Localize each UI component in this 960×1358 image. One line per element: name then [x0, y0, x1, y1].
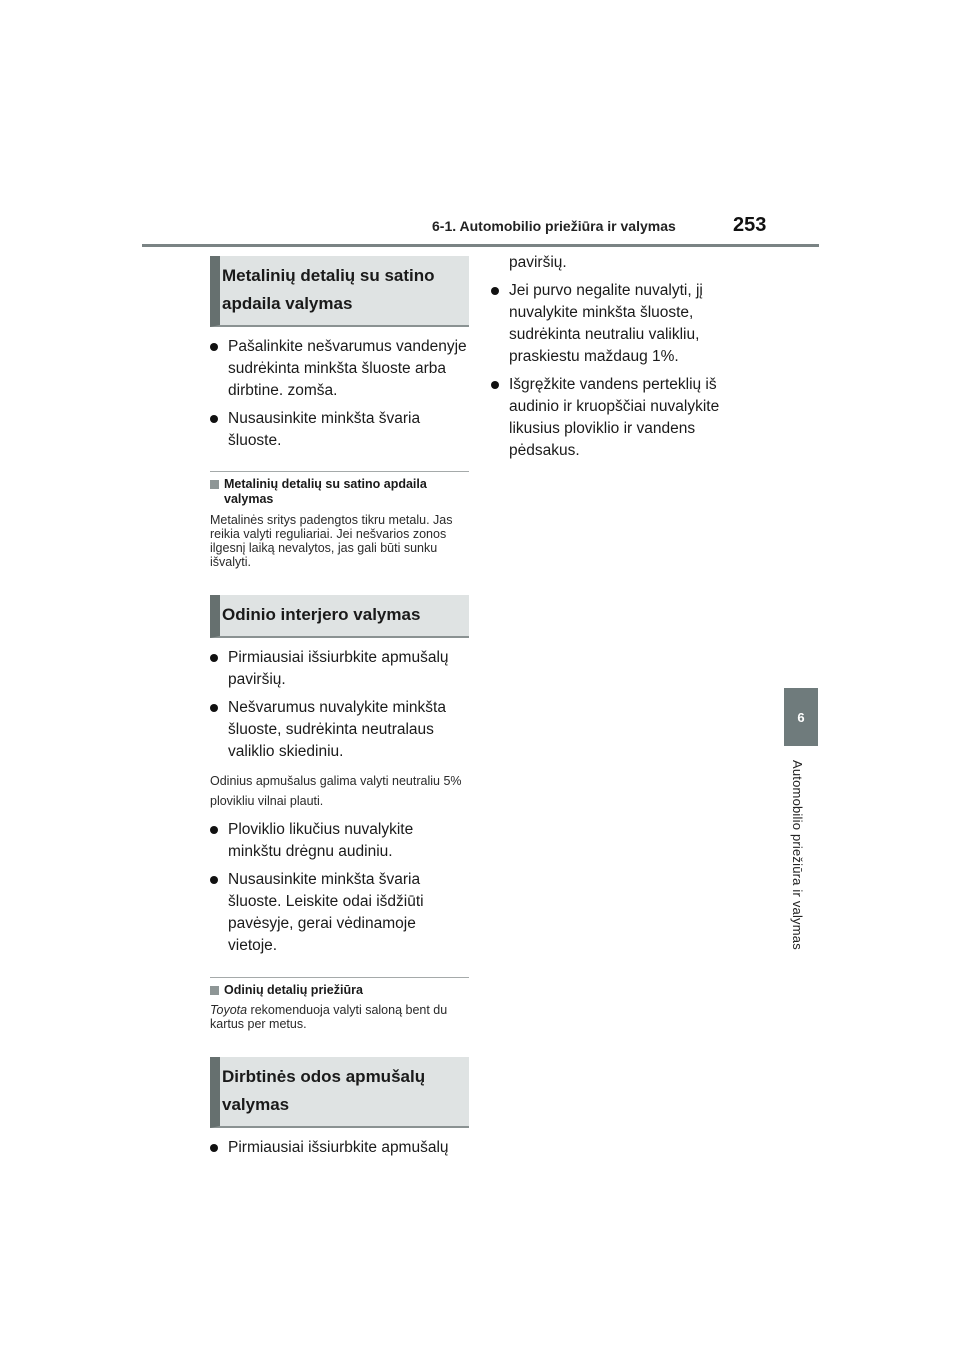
- bullet-dot-icon: [210, 876, 218, 884]
- bullet-item: Pirmiausiai išsiurbkite apmušalų: [210, 1137, 469, 1159]
- note-text: Metalinės sritys padengtos tikru metalu. Jas reikia valyti reguliariai. Jei nešvarios zonos ilgesnį laiką nevalytos, jas gali būti sunku išvalyti.: [210, 513, 453, 569]
- header-divider: [142, 244, 819, 247]
- section-title: 6-1. Automobilio priežiūra ir valymas: [432, 218, 676, 234]
- section-heading-synthetic: Dirbtinės odos apmušalų valymas: [210, 1057, 469, 1128]
- continuation-text: paviršių.: [509, 254, 567, 271]
- bullet-dot-icon: [210, 1144, 218, 1152]
- inline-note: Odinius apmušalus galima valyti neutraliu 5% plovikliu vilnai plauti.: [210, 774, 462, 808]
- square-bullet-icon: [210, 480, 219, 489]
- bullet-item: Nešvarumus nuvalykite minkšta šluoste, sudrėkinta neutralaus valiklio skiediniu.: [210, 697, 469, 763]
- note-title: Odinių detalių priežiūra: [210, 983, 469, 998]
- bullet-item: Išgręžkite vandens perteklių iš audinio ir kruopščiai nuvalykite likusius ploviklio ir vandens pėdsakus.: [491, 374, 741, 462]
- bullet-item: Ploviklio likučius nuvalykite minkštu drėgnu audiniu.: [210, 819, 469, 863]
- bullet-item: Pirmiausiai išsiurbkite apmušalų paviršių.: [210, 647, 469, 691]
- bullet-dot-icon: [491, 381, 499, 389]
- bullet-item: Nusausinkite minkšta švaria šluoste. Leiskite odai išdžiūti pavėsyje, gerai vėdinamoje vietoje.: [210, 869, 469, 957]
- bullet-item: Jei purvo negalite nuvalyti, jį nuvalykite minkšta šluoste, sudrėkinta neutraliu valikliu, praskiestu maždaug 1%.: [491, 280, 741, 368]
- bullet-dot-icon: [491, 287, 499, 295]
- page-number: 253: [733, 214, 767, 236]
- right-column: [491, 252, 741, 462]
- bullet-item: Nusausinkite minkšta švaria šluoste.: [210, 408, 469, 452]
- note-title: Metalinių detalių su satino apdaila valymas: [210, 477, 469, 507]
- chapter-tab: 6: [784, 688, 818, 746]
- bullet-dot-icon: [210, 343, 218, 351]
- square-bullet-icon: [210, 986, 219, 995]
- bullet-dot-icon: [210, 826, 218, 834]
- note-text: Toyota rekomenduoja valyti saloną bent du kartus per metus.: [210, 1003, 448, 1031]
- bullet-item: Pašalinkite nešvarumus vandenyje sudrėkinta minkšta šluoste arba dirbtine. zomša.: [210, 336, 469, 402]
- left-column: [210, 256, 469, 1159]
- section-heading-leather: Odinio interjero valymas: [210, 595, 469, 638]
- bullet-dot-icon: [210, 415, 218, 423]
- chapter-label: Automobilio priežiūra ir valymas: [790, 760, 805, 950]
- bullet-dot-icon: [210, 704, 218, 712]
- section-heading-metal: Metalinių detalių su satino apdaila valymas: [210, 256, 469, 327]
- bullet-dot-icon: [210, 654, 218, 662]
